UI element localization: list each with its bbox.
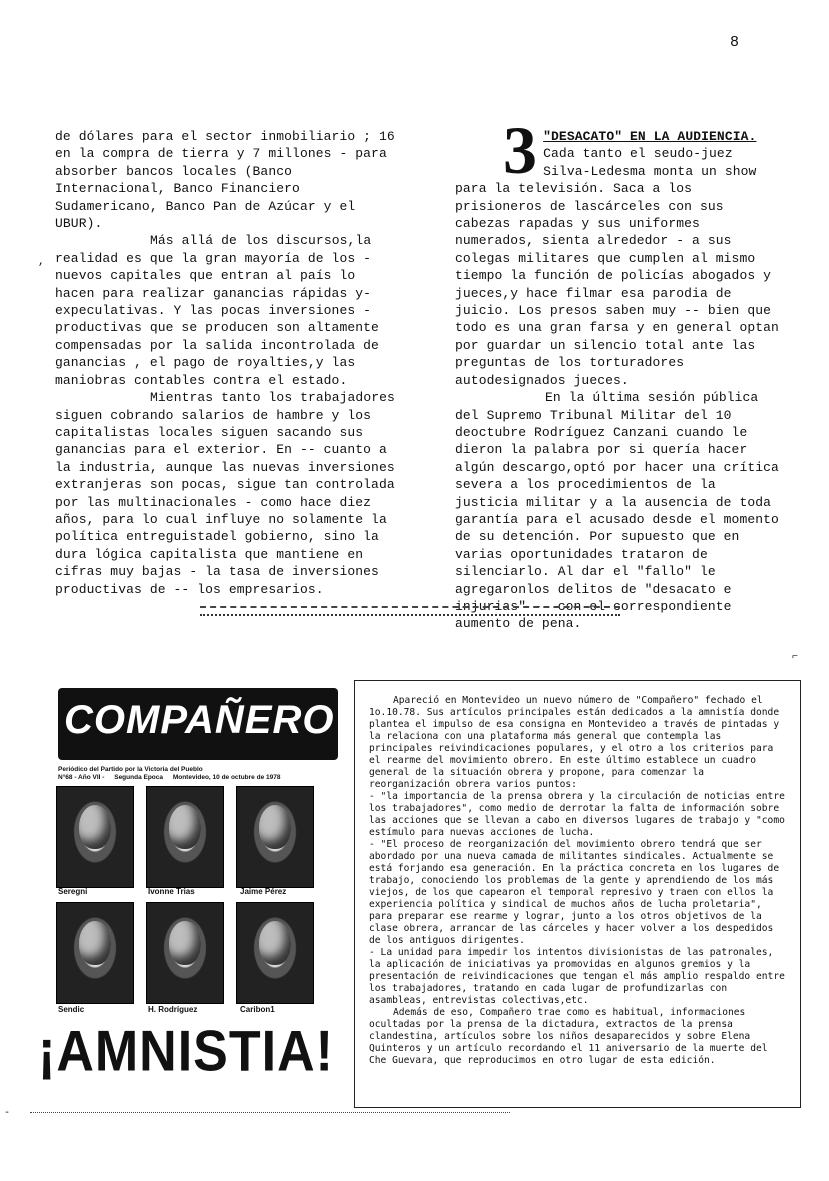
portrait-caption-2: Ivonne Trias [148,887,195,896]
issue-date: Montevideo, 10 de octubre de 1978 [172,774,281,781]
box-paragraph-4: - La unidad para impedir los intentos divisionistas de las patronales, la aplicación de iniciativas ya promovidas en algunos gremios y la presentación de reivindicaciones que tengan el más amplio respaldo entre los trabajadores, tratando en cada lugar de profundizarlas con asambleas, entrevistas colectivas,etc. [369,947,785,1006]
box-paragraph-5: Además de eso, Compañero trae como es habitual, informaciones ocultadas por la prensa de la dictadura, extractos de la prensa clandestina, artículos sobre los niños desaparecidos y sobre Elena Quinteros y un artículo recordando el 11 aniversario de la muerte del Che Guevara, que reproducimos en otro lugar de esta edición. [369,1007,768,1066]
portrait-5 [146,902,224,1004]
masthead-issue-line [58,774,338,781]
masthead-subline [58,766,338,773]
portrait-3 [236,786,314,888]
box-paragraph-1: Apareció en Montevideo un nuevo número de "Compañero" fechado el 1o.10.78. Sus artículos principales están dedicados a la amnistía donde plantea el impulso de esa consigna en Montevideo a través de pintadas y la relaciona con una plataforma más general que contempla las principales reivindicaciones populares, y el otro a los criterios para el rearme del movimiento obrero. En este último establece un cuadro general de la situación obrera y propone, para comenzar la reorganización obrera varios puntos: [369,695,780,790]
portrait-caption-1: Seregni [58,887,88,896]
portrait-caption-5: H. Rodríguez [148,1005,198,1014]
masthead-subline-left: Periódico del Partido por la Victoria del Pueblo [58,766,203,773]
masthead [58,688,338,760]
right-paragraph-1 [455,112,785,389]
page-number: 8 [730,34,740,51]
stray-mark: , [38,256,45,268]
boxed-article [354,680,801,1108]
box-paragraph-3: - "El proceso de reorganización del movimiento obrero tendrá que ser abordado por una nueva camada de militantes sindicales. Actualmente se está forjando esa generación. En la práctica concreta en los lugares de trabajo, conociendo los problemas de la gente y aprendiendo de los más viejos, de los que capearon el temporal represivo y traen con ellos la experiencia política y sindical de muchos años de lucha proletaria", para preparar ese rearme y lograr, junto a los otros objetivos de la clase obrera, arrancar de las cárceles y hacer volver a los despedidos de los antiguos dirigentes. [369,839,780,946]
right-paragraph-1-text: Cada tanto el seudo-juez Silva-Ledesma monta un show para la televisión. Saca a los prisioneros de lascárceles con sus cabezas rapadas y sus uniformes numerados, sienta alrededor - a sus colegas militares que cumplen al mismo tiempo la función de policías abogados y jueces,y hace filmar esa parodia de juicio. Los presos saben muy -- bien que todo es una gran farsa y en general optan por guardar un silencio total ante las preguntas de los torturadores autodesignados jueces. [455,146,779,388]
edge-mark: - [4,1108,11,1119]
portrait-4 [56,902,134,1004]
portrait-6 [236,902,314,1004]
issue-epoch: Segunda Epoca [114,774,163,781]
portrait-2 [146,786,224,888]
box-paragraph-2: - "la importancia de la prensa obrera y la circulación de noticias entre los trabajadores", como medio de derrotar la falta de información sobre las acciones que se llevan a cabo en diversos lugares de trabajo y "como estímulo para nuevas acciones de lucha. [369,791,785,838]
portrait-caption-6: Caribon1 [240,1005,275,1014]
left-paragraph-3: Mientras tanto los trabajadores siguen cobrando salarios de hambre y los capitalistas locales siguen sacando sus ganancias para el exterior. En -- cuanto a la industria, aunque las nuevas inversiones extranjeras son pocas, sigue tan controlada por las multinacionales - como hace diez años, para lo cual influye no solamente la política entreguistadel gobierno, sino la dura lógica capitalista que mantiene en cifras muy bajas - la tasa de inversiones productivas de -- los empresarios. [55,390,395,597]
corner-mark: ⌐ [792,652,799,663]
portrait-caption-4: Sendic [58,1005,85,1014]
portrait-caption-3: Jaime Pérez [240,887,287,896]
masthead-title: COMPAÑERO [64,698,335,742]
section-divider [200,600,620,616]
left-column [55,128,395,598]
right-paragraph-2: En la última sesión pública del Supremo Tribunal Militar del 10 deoctubre Rodríguez Canzani cuando le dieron la palabra por si quería hacer algún descargo,optó por hacer una crítica severa a los procedimientos de la justicia militar y a la ausencia de toda garantía para el acusado desde el momento de su detención. Por supuesto que en varias oportunidades trataron de silenciarlo. Al dar el "fallo" le agregaronlos delitos de "desacato e injurias" -- con el correspondiente aumento de pena. [455,390,779,632]
left-paragraph-2: Más allá de los discursos,la realidad es que la gran mayoría de los - nuevos capitales que entran al país lo hacen para realizar ganancias rápidas y- expeculativas. Y las pocas inversiones - productivas que se producen son altamente compensadas por la salida incontrolada de ganancias , el pago de royalties,y las maniobras contables contra el estado. [55,233,379,388]
bottom-rule [30,1112,510,1113]
article-headline: "DESACATO" EN LA AUDIENCIA. [543,129,757,144]
amnistia-slogan: ¡AMNISTIA! [38,1020,334,1084]
portrait-1 [56,786,134,888]
left-paragraph-1: de dólares para el sector inmobiliario ; 16 en la compra de tierra y 7 millones - para absorber bancos locales (Banco Internacional, Banco Financiero Sudamericano, Banco Pan de Azúcar y el UBUR). [55,129,395,232]
issue-number: N°68 - Año VII - [58,774,105,781]
right-column [455,112,785,633]
section-number: 3 [503,112,538,188]
newspaper-clipping [30,682,335,1112]
